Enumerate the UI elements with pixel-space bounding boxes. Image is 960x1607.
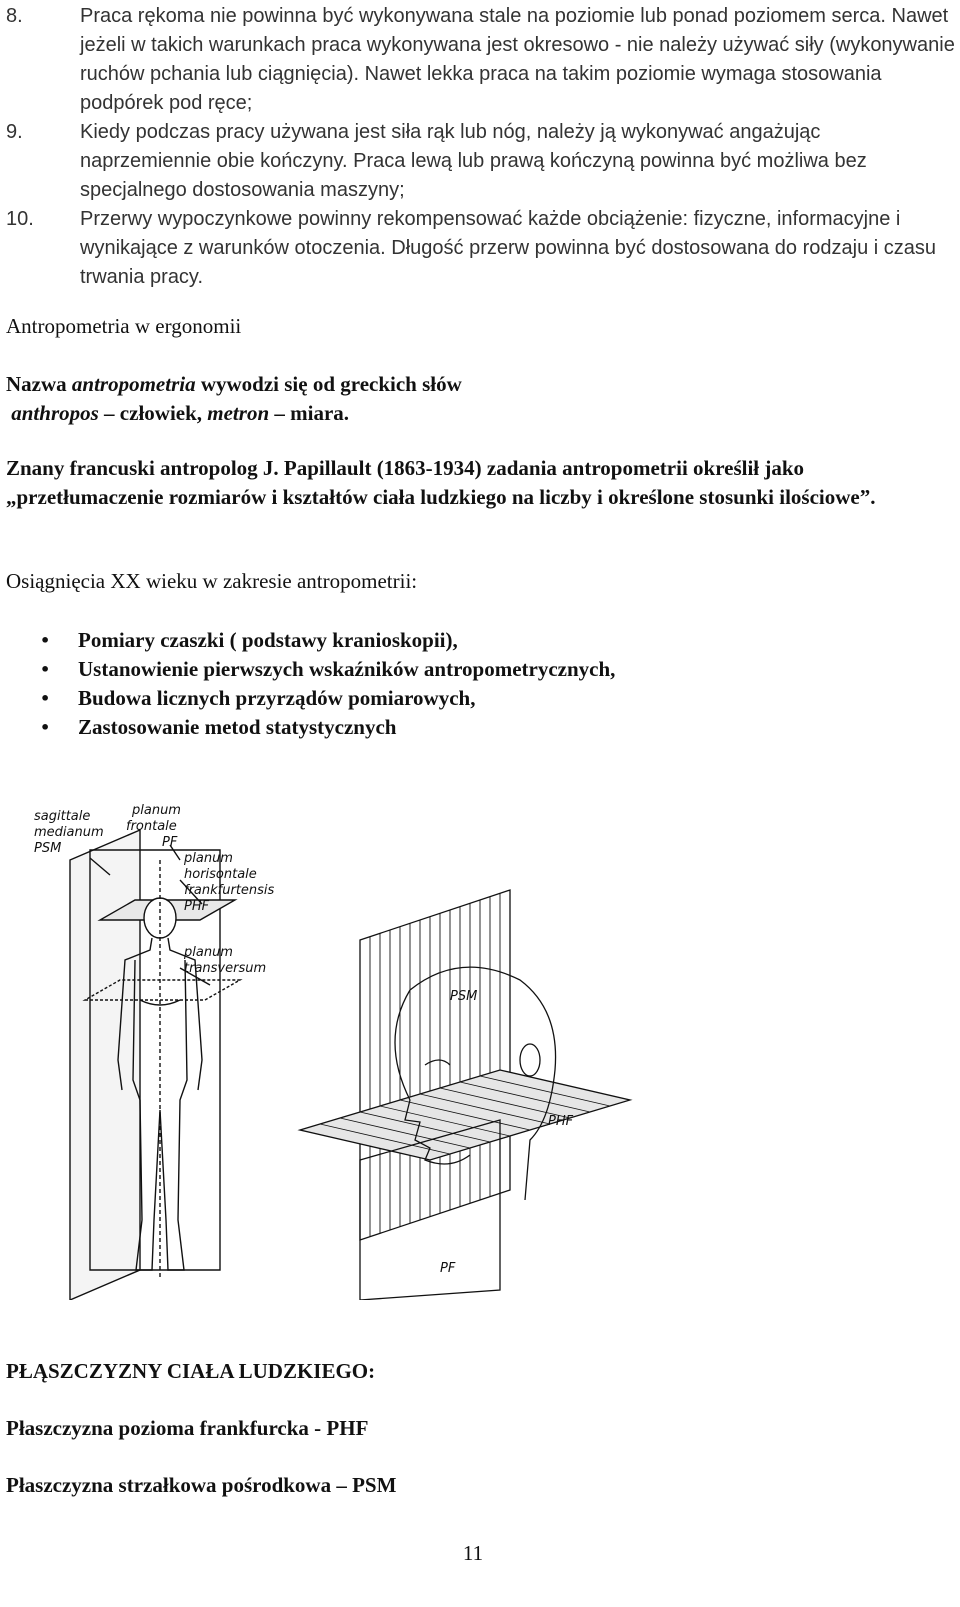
label-frankfurtensis: frankfurtensis <box>184 883 275 898</box>
label-sagittale: sagittale <box>34 809 91 824</box>
greek-word-metron: metron <box>207 401 270 425</box>
body-planes-illustration <box>30 800 670 1300</box>
item-number: 9. <box>6 121 23 143</box>
bullet-icon: • <box>40 631 51 650</box>
list-item <box>6 684 906 713</box>
bullet-icon: • <box>40 718 51 737</box>
bullet-icon: • <box>40 660 51 679</box>
list-item <box>6 626 906 655</box>
greek-word-metron-meaning: – miara. <box>269 401 350 425</box>
etymology-term: antropometria <box>71 372 196 396</box>
etymology-pre: Nazwa <box>6 372 72 396</box>
section-heading: Antropometria w ergonomii <box>6 314 242 338</box>
planes-heading: PŁĄSZCZYZNY CIAŁA LUDZKIEGO: <box>6 1359 376 1383</box>
etymology-post: wywodzi się od greckich słów <box>195 372 462 396</box>
list-item <box>6 713 906 742</box>
achievement-text: Pomiary czaszki ( podstawy kranioskopii), <box>78 628 458 652</box>
achievement-text: Budowa licznych przyrządów pomiarowych, <box>78 686 476 710</box>
greek-word-anthropos-meaning: – człowiek, <box>98 401 208 425</box>
plane-phf: Płaszczyzna pozioma frankfurcka - PHF <box>6 1416 369 1440</box>
label-psm: PSM <box>34 841 62 856</box>
label-medianum: medianum <box>34 825 104 840</box>
item-text: Kiedy podczas pracy używana jest siła rąk lub nóg, należy ją wykonywać angażując naprzemiennie obie kończyny. Praca lewą lub prawą kończyną powinna być możliwa bez specjalnego dostosowania maszyny; <box>80 121 867 201</box>
full-body-figure <box>70 830 240 1300</box>
item-number: 10. <box>6 208 34 230</box>
list-item <box>6 2 956 118</box>
label-planum-frontale: planum <box>132 803 181 818</box>
head-label-psm: PSM <box>450 989 478 1004</box>
head-label-pf: PF <box>440 1261 456 1276</box>
papillault-paragraph: Znany francuski antropolog J. Papillault (1863-1934) zadania antropometrii określił jako „przetłumaczenie rozmiarów i kształtów ciała ludzkiego na liczby i określone stosunki ilościowe”. <box>6 456 876 509</box>
label-planum-horisontale: planum <box>184 851 233 866</box>
page-number: 11 <box>462 1541 484 1565</box>
greek-word-anthropos: anthropos <box>11 401 99 425</box>
label-frontale: frontale <box>126 819 177 834</box>
head-label-phf: PHF <box>548 1114 574 1129</box>
label-transversum: transversum <box>184 961 267 976</box>
achievements-list <box>6 626 906 742</box>
numbered-list <box>6 2 956 292</box>
label-phf: PHF <box>184 899 210 914</box>
achievement-text: Ustanowienie pierwszych wskaźników antropometrycznych, <box>78 657 616 681</box>
achievements-heading: Osiągnięcia XX wieku w zakresie antropometrii: <box>6 569 418 593</box>
bullet-icon: • <box>40 689 51 708</box>
body-planes-figure <box>30 800 670 1300</box>
label-planum-transversum: planum <box>184 945 233 960</box>
item-text: Praca rękoma nie powinna być wykonywana stale na poziomie lub ponad poziomem serca. Nawet jeżeli w takich warunkach praca wykonywana jest okresowo - nie należy używać siły (wykonywanie ruchów pchania lub ciągnięcia). Nawet lekka praca na takim poziomie wymaga stosowania podpórek pod ręce; <box>80 5 955 114</box>
list-item <box>6 655 906 684</box>
item-text: Przerwy wypoczynkowe powinny rekompensować każde obciążenie: fizyczne, informacyjne i wynikające z warunków otoczenia. Długość przerw powinna być dostosowana do rodzaju i czasu trwania pracy. <box>80 208 936 288</box>
item-number: 8. <box>6 5 23 27</box>
list-item <box>6 205 956 292</box>
plane-psm: Płaszczyzna strzałkowa pośrodkowa – PSM <box>6 1473 397 1497</box>
label-horisontale: horisontale <box>184 867 257 882</box>
achievement-text: Zastosowanie metod statystycznych <box>78 715 397 739</box>
etymology-paragraph <box>6 370 946 428</box>
label-pf: PF <box>162 835 178 850</box>
head-planes-figure <box>300 890 630 1300</box>
list-item <box>6 118 956 205</box>
